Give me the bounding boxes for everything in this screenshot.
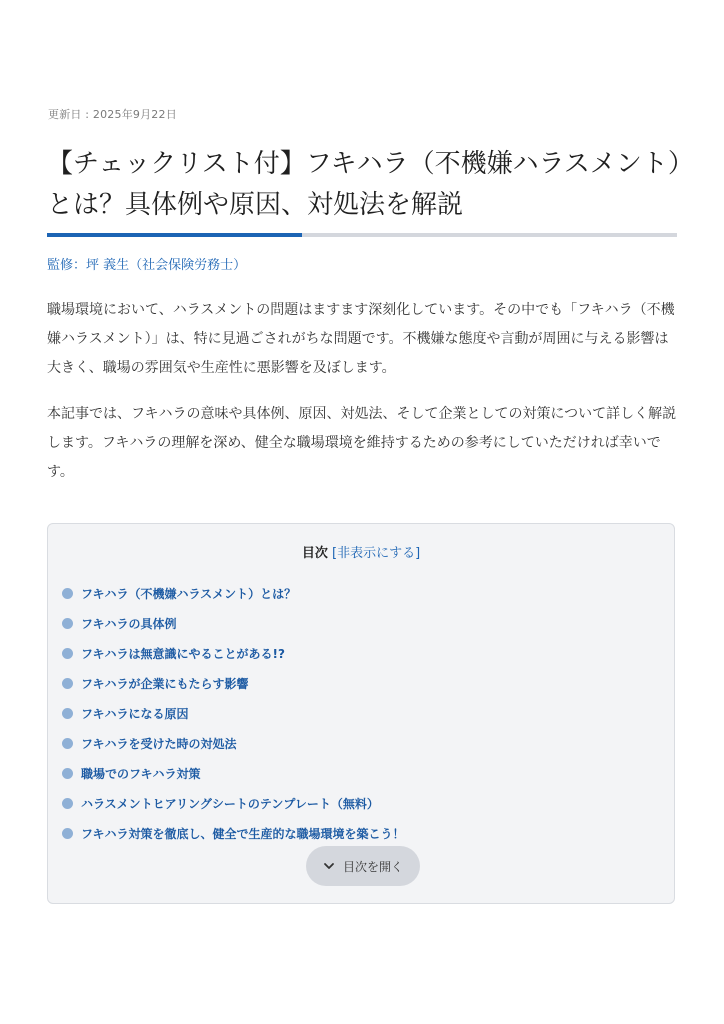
toc-link[interactable]: ハラスメントヒアリングシートのテンプレート（無料） xyxy=(81,796,379,811)
toc-bullet-icon xyxy=(62,618,73,629)
toc-item[interactable] xyxy=(62,578,405,608)
toc-bullet-icon xyxy=(62,738,73,749)
toc-item[interactable] xyxy=(62,668,405,698)
toc-bullet-icon xyxy=(62,588,73,599)
toc-heading xyxy=(48,542,674,561)
toc-bullet-icon xyxy=(62,648,73,659)
toc-link[interactable]: フキハラ対策を徹底し、健全で生産的な職場環境を築こう！ xyxy=(81,826,405,841)
title-underline xyxy=(47,233,677,237)
toc-bullet-icon xyxy=(62,828,73,839)
updated-date: 更新日 : 2025年9月22日 xyxy=(48,108,177,121)
toc-bullet-icon xyxy=(62,708,73,719)
title-underline-accent xyxy=(47,233,302,237)
toc-bullet-icon xyxy=(62,678,73,689)
toc-title: 目次 xyxy=(301,546,328,561)
table-of-contents xyxy=(47,523,675,904)
toc-link[interactable]: フキハラが企業にもたらす影響 xyxy=(81,676,249,691)
toc-item[interactable] xyxy=(62,818,405,848)
toc-item[interactable] xyxy=(62,728,405,758)
toc-hide-toggle[interactable]: [非表示にする] xyxy=(332,546,421,561)
toc-open-button[interactable] xyxy=(306,846,420,886)
toc-open-label: 目次を開く xyxy=(342,859,403,874)
toc-link[interactable]: フキハラ（不機嫌ハラスメント）とは？ xyxy=(81,586,297,601)
toc-item[interactable] xyxy=(62,788,405,818)
intro-paragraph-2: 本記事では、フキハラの意味や具体例、原因、対処法、そして企業としての対策について詳しく解説します。フキハラの理解を深め、健全な職場環境を維持するための参考にしていただければ幸いです。 xyxy=(47,406,677,480)
chevron-down-icon xyxy=(323,860,335,872)
toc-bullet-icon xyxy=(62,798,73,809)
toc-link[interactable]: 職場でのフキハラ対策 xyxy=(81,766,201,781)
toc-link[interactable]: フキハラは無意識にやることがある!? xyxy=(81,646,285,661)
toc-bullet-icon xyxy=(62,768,73,779)
toc-item[interactable] xyxy=(62,698,405,728)
toc-item[interactable] xyxy=(62,608,405,638)
page-title: 【チェックリスト付】フキハラ（不機嫌ハラスメント）とは？具体例や原因、対処法を解説 xyxy=(47,149,681,220)
supervisor-credit: 監修：坪 義生（社会保険労務士） xyxy=(47,258,247,273)
toc-item[interactable] xyxy=(62,758,405,788)
toc-link[interactable]: フキハラを受けた時の対処法 xyxy=(81,736,237,751)
toc-link[interactable]: フキハラの具体例 xyxy=(81,616,177,631)
toc-link[interactable]: フキハラになる原因 xyxy=(81,706,189,721)
intro-paragraph-1: 職場環境において、ハラスメントの問題はますます深刻化しています。その中でも「フキハラ（不機嫌ハラスメント）」は、特に見過ごされがちな問題です。不機嫌な態度や言動が周囲に与える影響は大きく、職場の雰囲気や生産性に悪影響を及ぼします。 xyxy=(47,302,675,376)
toc-item[interactable] xyxy=(62,638,405,668)
toc-list xyxy=(62,578,405,848)
